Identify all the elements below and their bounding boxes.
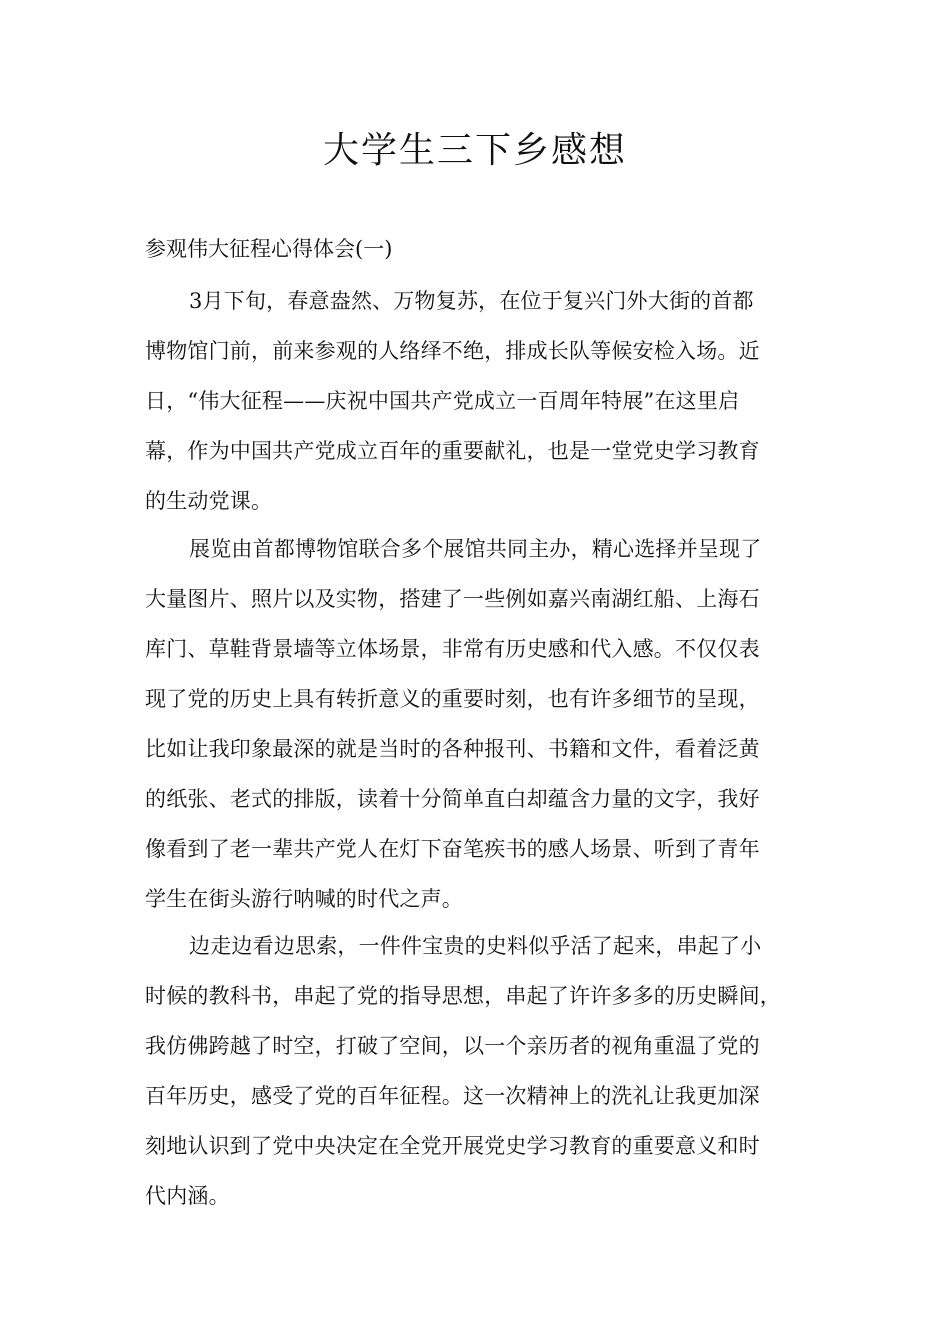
- paragraph-line: 百年历史，感受了党的百年征程。这一次精神上的洗礼让我更加深: [145, 1084, 760, 1108]
- paragraph-line: 像看到了老一辈共产党人在灯下奋笔疾书的感人场景、听到了青年: [145, 837, 760, 861]
- paragraph-3: [145, 921, 825, 1221]
- paragraph-line: 刻地认识到了党中央决定在全党开展党史学习教育的重要意义和时: [145, 1134, 760, 1158]
- paragraph-line: 学生在街头游行呐喊的时代之声。: [145, 887, 463, 911]
- paragraph-line: 展览由首都博物馆联合多个展馆共同主办，精心选择并呈现了: [189, 537, 762, 561]
- paragraph-line: 库门、草鞋背景墙等立体场景，非常有历史感和代入感。不仅仅表: [145, 637, 760, 661]
- paragraph-1: [145, 276, 825, 526]
- paragraph-line: 代内涵。: [145, 1184, 230, 1208]
- paragraph-2: [145, 524, 825, 924]
- paragraph-line: 的纸张、老式的排版，读着十分简单直白却蕴含力量的文字，我好: [145, 787, 760, 811]
- paragraph-line: 博物馆门前，前来参观的人络绎不绝，排成长队等候安检入场。近: [145, 339, 760, 363]
- paragraph-line: 的生动党课。: [145, 489, 273, 513]
- paragraph-line: 时候的教科书，串起了党的指导思想，串起了许许多多的历史瞬间，: [145, 984, 781, 1008]
- paragraph-line: 我仿佛跨越了时空，打破了空间，以一个亲历者的视角重温了党的: [145, 1034, 760, 1058]
- paragraph-line: 日，“伟大征程——庆祝中国共产党成立一百周年特展”在这里启: [145, 389, 740, 413]
- paragraph-line: 现了党的历史上具有转折意义的重要时刻，也有许多细节的呈现，: [145, 687, 760, 711]
- paragraph-line: 大量图片、照片以及实物，搭建了一些例如嘉兴南湖红船、上海石: [145, 587, 760, 611]
- paragraph-line: 边走边看边思索，一件件宝贵的史料似乎活了起来，串起了小: [189, 934, 762, 958]
- document-subtitle: 参观伟大征程心得体会(一): [145, 237, 393, 261]
- paragraph-line: 比如让我印象最深的就是当时的各种报刊、书籍和文件，看着泛黄: [145, 737, 760, 761]
- document-title: 大学生三下乡感想: [322, 130, 627, 171]
- paragraph-line: 幕，作为中国共产党成立百年的重要献礼，也是一堂党史学习教育: [145, 439, 760, 463]
- paragraph-line: 3月下旬，春意盎然、万物复苏，在位于复兴门外大街的首都: [189, 289, 754, 313]
